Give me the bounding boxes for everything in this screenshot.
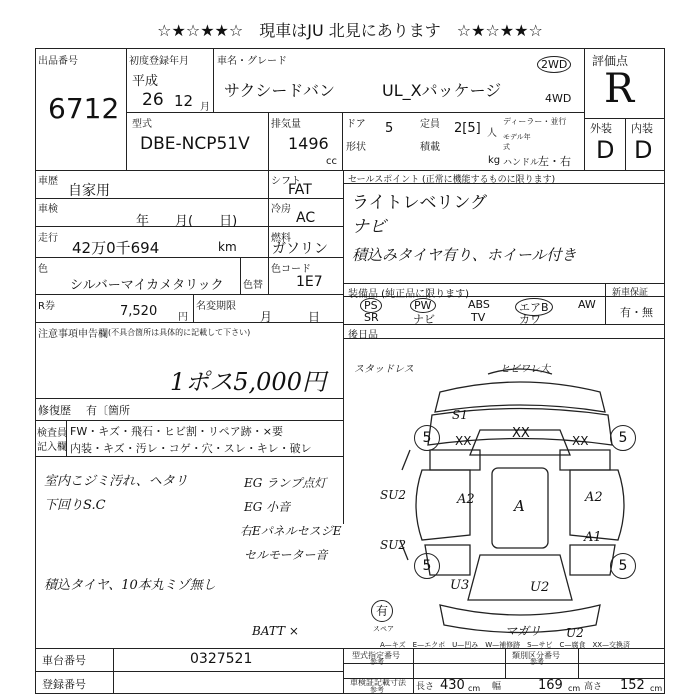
note-8: BATT ×: [252, 624, 299, 638]
mark-s1: S1: [452, 408, 468, 422]
doors-value: 5: [385, 121, 394, 136]
category-label: 類別区分番号: [512, 651, 560, 660]
displacement-label: 排気量: [271, 119, 301, 130]
diagram-label-crack: ヒビワレ大: [500, 364, 550, 375]
note-5: EG 小音: [244, 500, 291, 514]
width-value: 169: [538, 678, 563, 693]
spare-label: スペア: [373, 625, 394, 633]
car-grade: UL_Xパッケージ: [382, 81, 502, 100]
fuel-label: 燃料: [271, 233, 291, 244]
registration-number-label: 登録番号: [42, 678, 86, 691]
dealer-label: ディーラー・並行: [503, 117, 567, 126]
inspector-interior-row: 内装・キズ・汚レ・コゲ・穴・スレ・キレ・破レ: [70, 442, 312, 455]
interior-label: 内装: [631, 122, 653, 135]
repair-label: 修復歴: [38, 404, 71, 417]
equip-navi: ナビ: [413, 313, 435, 326]
note-7: セルモーター音: [244, 548, 328, 562]
registration-era: 平成: [132, 74, 159, 89]
height-label: 高さ: [584, 682, 603, 692]
equip-ps: PS: [360, 298, 382, 313]
remarks-label: 注意事項申告欄: [38, 329, 108, 340]
warranty-label: 新車保証: [612, 288, 649, 298]
repair-value: 有〔箇所: [86, 404, 130, 417]
aircon-label: 冷房: [271, 204, 291, 215]
color-value: シルバーマイカメタリック: [70, 278, 224, 293]
spare-tire: 有: [371, 600, 393, 622]
color-label: 色: [38, 264, 48, 275]
mark-a2-1: A2: [457, 492, 475, 507]
aircon-value: AC: [296, 210, 316, 226]
equip-sr: SR: [364, 311, 379, 324]
dimensions-sub: 参考: [370, 686, 384, 694]
diagram-label-studless: スタッドレス: [354, 364, 414, 375]
history-value: 自家用: [68, 183, 110, 199]
score-label: 評価点: [592, 54, 629, 68]
length-label: 長さ: [416, 682, 435, 692]
equip-airbag: エアB: [515, 298, 553, 316]
car-name-label: 車名・グレード: [217, 56, 287, 67]
doors-label: ドア: [346, 119, 366, 130]
rear-seat-label: 後日品: [348, 330, 378, 341]
note-3: 積込タイヤ、10本丸ミゾ無し: [44, 578, 216, 593]
model-designation-sub: 参考: [370, 658, 384, 666]
capacity-value: 2[5]: [454, 121, 481, 136]
width-label: 幅: [492, 682, 502, 692]
model-label: 型式: [132, 119, 152, 130]
recycle-label: R券: [38, 301, 55, 312]
fuel-value: ガソリン: [272, 241, 328, 257]
displacement-unit: cc: [326, 156, 337, 167]
load-label: 積載: [420, 142, 440, 153]
exterior-score: D: [596, 136, 615, 164]
registration-label: 初度登録年月: [129, 56, 189, 67]
handle-value: 左・右: [538, 155, 571, 168]
mark-su2-2: SU2: [380, 538, 406, 552]
model-designation-label: 型式指定番号: [352, 651, 400, 660]
inspection-label: 車検: [38, 204, 58, 215]
mileage-label: 走行: [38, 233, 58, 244]
category-sub: 参考: [530, 658, 544, 666]
color-code-label: 色コード: [271, 264, 311, 275]
chassis-label: 車台番号: [42, 654, 86, 667]
lot-label: 出品番号: [38, 56, 78, 67]
registration-month: 12: [174, 92, 194, 110]
drive-4wd: 4WD: [545, 92, 572, 105]
header-banner: ☆★☆★★☆ 現車はJU 北見にあります ☆★☆★★☆: [157, 21, 543, 40]
inspector-label-2: 記入欄: [37, 442, 67, 453]
lot-number: 6712: [48, 92, 120, 125]
equip-aw: AW: [578, 298, 596, 311]
mark-u2-1: U2: [530, 580, 550, 595]
height-unit: cm: [650, 684, 663, 693]
note-2: 下回りS.C: [44, 498, 106, 513]
handle-label: ハンドル: [503, 158, 540, 168]
mark-xx-3: XX: [572, 434, 589, 448]
equip-leather: カワ: [519, 313, 541, 326]
mark-a2-2: A2: [585, 490, 603, 505]
mark-xx-2: XX: [512, 426, 530, 441]
car-name: サクシードバン: [224, 81, 336, 100]
mark-u2-2: U2: [566, 626, 584, 640]
displacement-value: 1496: [288, 134, 329, 153]
mark-xx-1: XX: [455, 434, 472, 448]
inspector-label: 検査員: [37, 428, 67, 439]
note-6: 右EパネルセスジE: [240, 524, 342, 538]
sales-point-2: ナビ: [352, 217, 386, 237]
inspector-exterior-row: FW・キズ・飛石・ヒビ割・リペア跡・×要: [70, 425, 283, 438]
chassis-number: 0327521: [190, 651, 253, 667]
width-unit: cm: [568, 684, 581, 693]
mileage-value: 42万0千694: [72, 239, 160, 257]
equipment-label: 装備品 (純正品に限ります): [348, 289, 469, 300]
shift-value: FAT: [288, 182, 312, 198]
mark-bent: マガリ: [505, 624, 542, 638]
note-1: 室内こジミ汚れ、ヘタリ: [44, 474, 188, 489]
name-deadline-value: 月 日: [260, 310, 321, 324]
drive-2wd: 2WD: [537, 56, 571, 73]
registration-month-unit: 月: [200, 102, 210, 113]
shift-label: シフト: [271, 176, 301, 187]
inspection-value: 年 月( 日): [136, 214, 238, 229]
shape-label: 形状: [346, 142, 366, 153]
length-unit: cm: [468, 684, 481, 693]
exterior-label: 外装: [590, 122, 612, 135]
capacity-label: 定員: [420, 119, 440, 130]
tire-front-right: 5: [610, 425, 636, 451]
model-year-label: モデル年式: [503, 133, 531, 151]
recycle-unit: 円: [178, 312, 188, 323]
score-value: R: [604, 66, 635, 112]
mark-u3: U3: [450, 578, 470, 593]
interior-score: D: [634, 136, 653, 164]
color-code-value: 1E7: [296, 274, 323, 290]
capacity-unit: 人: [487, 128, 497, 139]
tire-rear-right: 5: [610, 553, 636, 579]
recycle-value: 7,520: [120, 304, 158, 319]
mark-su2-1: SU2: [380, 488, 406, 502]
equip-abs: ABS: [468, 298, 490, 311]
note-4: EG ランプ点灯: [244, 476, 327, 490]
history-label: 車歴: [38, 176, 58, 187]
damage-legend: A—キズ E—エクボ U—凹み W—補修跡 S—サビ C—腐食 XX—交換済: [380, 641, 631, 649]
tire-front-left: 5: [414, 425, 440, 451]
sales-point-3: 積込みタイヤ有り、ホイール付き: [352, 246, 577, 264]
remarks-stamp: 1ポス5,000円: [170, 368, 326, 396]
height-value: 152: [620, 678, 645, 693]
load-unit: kg: [488, 155, 501, 166]
sales-points-label: セールスポイント (正常に機能するものに限ります): [348, 175, 556, 185]
sales-point-1: ライトレベリング: [352, 193, 488, 213]
tire-rear-left: 5: [414, 553, 440, 579]
name-deadline-label: 名変期限: [196, 301, 236, 312]
warranty-value: 有・無: [620, 306, 653, 319]
color-change-label: 色替: [243, 280, 263, 291]
model-code: DBE-NCP51V: [140, 134, 250, 154]
dimensions-label: 車検証記載寸法: [350, 678, 406, 687]
equip-pw: PW: [410, 298, 436, 313]
length-value: 430: [440, 678, 465, 693]
mark-a: A: [514, 497, 525, 515]
registration-year: 26: [142, 90, 164, 110]
equip-tv: TV: [471, 311, 486, 324]
mileage-unit: km: [218, 240, 237, 254]
remarks-note: (不具合箇所は具体的に記載して下さい): [108, 328, 251, 337]
mark-a1: A1: [584, 530, 602, 545]
